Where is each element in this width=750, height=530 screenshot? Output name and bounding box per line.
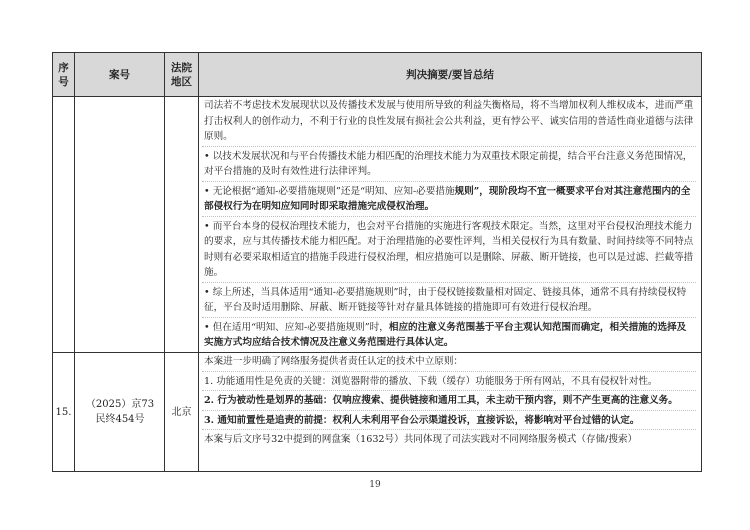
- row2-case-label: （2025）京73民终454号: [85, 399, 155, 425]
- dotted-divider: [202, 181, 696, 182]
- header-no: [53, 53, 75, 96]
- row1-paragraph-1: 司法若不考虑技术发展现状以及传播技术发展与使用所导致的利益失衡格局，将不当增加权利人维权成本，进而严重打击权利人的创作动力，不利于行业的良性发展有损社会公共利益，更有悖公平、诚实信用的普适性商业道德与法律原则。: [204, 100, 694, 142]
- header-summary: [199, 53, 701, 96]
- dotted-divider: [202, 216, 696, 217]
- row2-paragraph-4: 3. 通知前置性是追责的前提：权利人未利用平台公示渠道投诉，直接诉讼，将影响对平台过错的认定。: [204, 414, 640, 426]
- row2-summary: [202, 354, 696, 448]
- row1-paragraph-2: • 以技术发展状况和与平台传播技术能力相匹配的治理技术能力为双重技术限定前提，结合平台注意义务范围情况，对平台措施的及时有效性进行法律评判。: [204, 150, 693, 177]
- dotted-divider: [202, 282, 696, 283]
- dotted-divider: [202, 371, 696, 372]
- dotted-divider: [202, 146, 696, 147]
- dotted-divider: [202, 410, 696, 411]
- row1-summary: [202, 98, 696, 351]
- judgment-table: [52, 52, 702, 472]
- table-row: [53, 97, 701, 353]
- header-no-label: 序号: [58, 61, 69, 88]
- row2-court: 北京: [171, 406, 192, 418]
- row2-case-number: [77, 353, 163, 471]
- paragraph-emphasis-text: 规则”，现阶段均不宜一概要求平台对其注意范围内的全部侵权行为在明知应知同时即采取措施完成侵权治理。: [204, 185, 691, 212]
- header-summary-label: 判决摘要/要旨总结: [406, 68, 494, 81]
- dotted-divider: [202, 317, 696, 318]
- table-header: [53, 53, 701, 97]
- row1-paragraph-6: [202, 320, 696, 351]
- dotted-divider: [202, 429, 696, 430]
- paragraph-lead-text: • 但在适用“明知、应知-必要措施规则”时，: [204, 321, 389, 333]
- header-case-label: 案号: [109, 68, 130, 81]
- page-number: 19: [369, 480, 381, 490]
- row1-paragraph-3: [202, 184, 696, 215]
- paragraph-lead-text: • 无论根据“通知-必要措施规则”还是“明知、应知-必要措施: [204, 185, 455, 197]
- row2-paragraph-5: 本案与后文序号32中提到的网盘案（1632号）共同体现了司法实践对不同网络服务模式（存储/搜索）: [204, 434, 638, 445]
- row2-paragraph-3: 2. 行为被动性是划界的基础：仅响应搜索、提供链接和通用工具，未主动干预内容，则不产生更高的注意义务。: [204, 395, 678, 406]
- paragraph-emphasis-text: 相应的注意义务范围基于平台主观认知范围而确定，相关措施的选择及实施方式均应结合技术情况及注意义务范围进行具体认定。: [204, 321, 687, 348]
- header-court: [165, 53, 199, 96]
- row2-paragraph-1: 本案进一步明确了网络服务提供者责任认定的技术中立原则：: [204, 356, 464, 367]
- row2-number: 15.: [55, 406, 72, 418]
- row2-paragraph-2: 1. 功能通用性是免责的关键：浏览器附带的播放、下载（缓存）功能服务于所有网站，不具有侵权针对性。: [204, 375, 658, 387]
- row1-paragraph-5: • 综上所述，当具体适用“通知-必要措施规则”时，由于侵权链接数量相对固定、链接具体，通常不具有持续侵权特征，平台及时适用删除、屏蔽、断开链接等针对存量具体链接的措施即可有效进行侵权治理。: [204, 286, 687, 313]
- dotted-divider: [202, 390, 696, 391]
- header-case: [75, 53, 165, 96]
- table-row: [53, 353, 701, 471]
- header-court-label: 法院地区: [171, 61, 192, 88]
- row1-paragraph-4: • 而平台本身的侵权治理技术能力，也会对平台措施的实施进行客观技术限定。当然，这里对平台侵权治理技术能力的要求，应与其传播技术能力相匹配。对于治理措施的必要性评判，当相关侵权行为具有数量、时间持续等不同特点时则有必要采取相适宜的措施手段进行侵权治理，相应措施可以是删除、屏蔽、断开链接，也可以是过滤、拦截等措施。: [204, 220, 694, 278]
